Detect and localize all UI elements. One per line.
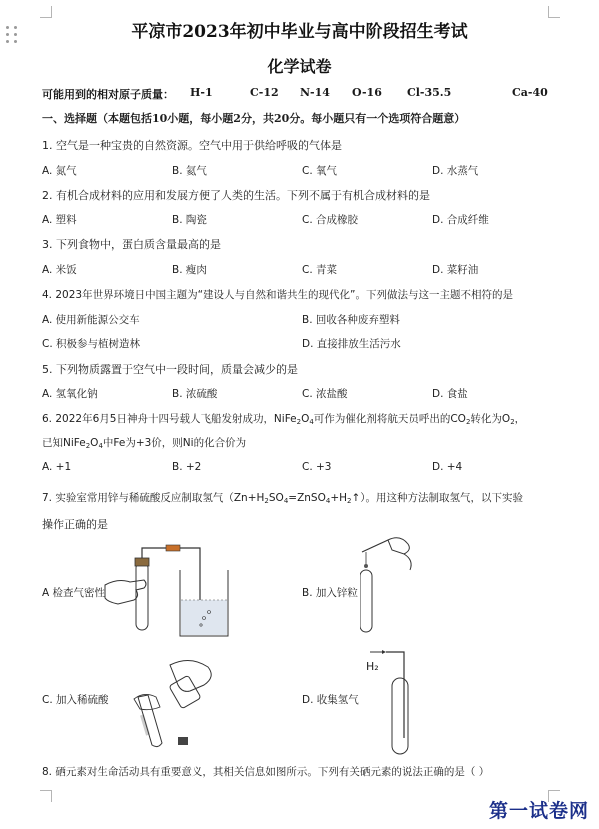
q6-option-b[interactable]: B. +2	[172, 461, 202, 473]
q4-option-d[interactable]: D. 直接排放生活污水	[302, 338, 401, 350]
q7-text-3: =ZnSO	[288, 492, 326, 504]
q6-text-3: 可作为催化剂将航天员呼出的CO	[313, 413, 466, 425]
q7-sub-1: 2	[264, 497, 269, 505]
q7-text-4: +H	[330, 492, 348, 504]
q6-sub-2: 4	[309, 418, 314, 426]
q7-text-1: 7. 实验室常用锌与稀硫酸反应制取氢气（Zn+H	[42, 492, 265, 504]
question-2-stem: 2. 有机合成材料的应用和发展方便了人类的生活。下列不属于有机合成材料的是	[42, 189, 430, 202]
q5-option-b[interactable]: B. 浓硫酸	[172, 388, 218, 400]
q6-option-c[interactable]: C. +3	[302, 461, 332, 473]
watermark-logo: 第一试卷网	[488, 800, 589, 822]
q1-option-a[interactable]: A. 氮气	[42, 165, 77, 177]
question-3-stem: 3. 下列食物中，蛋白质含量最高的是	[42, 238, 221, 251]
q7-text-2: SO	[268, 492, 284, 504]
q6-l2-sub-1: 2	[85, 442, 91, 450]
q3-option-b[interactable]: B. 瘦肉	[172, 264, 207, 276]
q6-sub-1: 2	[296, 418, 302, 426]
q3-option-d[interactable]: D. 菜籽油	[432, 264, 479, 276]
crop-mark-bottom-left	[40, 790, 52, 802]
h2-label: H₂	[366, 660, 379, 673]
figure-check-airtightness	[100, 540, 235, 640]
q6-l2-sub-2: 4	[98, 442, 103, 450]
q3-option-c[interactable]: C. 青菜	[302, 264, 338, 276]
atomic-mass-h: H-1	[190, 86, 213, 99]
q6-option-d[interactable]: D. +4	[432, 461, 463, 473]
q7-text-5: ↑）。用这种方法制取氢气，以下实验	[351, 492, 524, 504]
q1-option-d[interactable]: D. 水蒸气	[432, 165, 479, 177]
exam-title: 平凉市2023年初中毕业与高中阶段招生考试	[131, 22, 468, 42]
q6-option-a[interactable]: A. +1	[42, 461, 72, 473]
q7-sub-3: 4	[325, 497, 331, 505]
q2-option-d[interactable]: D. 合成纤维	[432, 214, 489, 226]
question-4-stem: 4. 2023年世界环境日中国主题为“建设人与自然和谐共生的现代化”。下列做法与这一主题不相符的是	[42, 289, 513, 301]
q7-option-d[interactable]: D. 收集氢气	[302, 694, 359, 706]
question-6-stem-line2	[42, 435, 246, 450]
question-1-stem: 1. 空气是一种宝贵的自然资源。空气中用于供给呼吸的气体是	[42, 139, 342, 152]
q4-option-b[interactable]: B. 回收各种废弃塑料	[302, 314, 400, 326]
q1-option-c[interactable]: C. 氧气	[302, 165, 338, 177]
section-heading: 一、选择题（本题包括10小题，每小题2分，共20分。每小题只有一个选项符合题意）	[42, 112, 466, 125]
exam-subtitle: 化学试卷	[267, 57, 332, 76]
question-7-stem-line2: 操作正确的是	[42, 518, 108, 531]
q6-text-2: O	[301, 413, 310, 425]
q4-option-a[interactable]: A. 使用新能源公交车	[42, 314, 140, 326]
atomic-mass-n: N-14	[300, 86, 330, 99]
q5-option-c[interactable]: C. 浓盐酸	[302, 388, 348, 400]
q2-option-a[interactable]: A. 塑料	[42, 214, 77, 226]
figure-add-acid	[130, 655, 225, 750]
q5-option-d[interactable]: D. 食盐	[432, 388, 468, 400]
atomic-mass-o: O-16	[352, 86, 382, 99]
q6-sub-4: 2	[510, 418, 515, 426]
q2-option-b[interactable]: B. 陶瓷	[172, 214, 207, 226]
q6-l2-text-3: 中Fe为+3价，则Ni的化合价为	[102, 437, 247, 449]
atomic-mass-cl: Cl-35.5	[407, 86, 452, 99]
q6-text-1: 6. 2022年6月5日神舟十四号载人飞船发射成功，NiFe	[42, 413, 297, 425]
q7-option-c[interactable]: C. 加入稀硫酸	[42, 694, 109, 706]
q6-text-5: ，	[514, 413, 526, 425]
question-7-stem	[42, 490, 523, 505]
q7-sub-4: 2	[347, 497, 352, 505]
q6-text-4: 转化为O	[470, 413, 511, 425]
question-8-stem: 8. 硒元素对生命活动具有重要意义，其相关信息如图所示。下列有关硒元素的说法正确的是（ ）	[42, 766, 490, 778]
q7-option-a[interactable]: A 检查气密性	[42, 587, 106, 599]
q1-option-b[interactable]: B. 氦气	[172, 165, 207, 177]
q6-l2-text-1: 已知NiFe	[42, 437, 86, 449]
atomic-mass-ca: Ca-40	[512, 86, 548, 99]
q2-option-c[interactable]: C. 合成橡胶	[302, 214, 359, 226]
q7-sub-2: 4	[283, 497, 289, 505]
q6-sub-3: 2	[465, 418, 471, 426]
q5-option-a[interactable]: A. 氢氧化钠	[42, 388, 98, 400]
q3-option-a[interactable]: A. 米饭	[42, 264, 77, 276]
question-5-stem: 5. 下列物质露置于空气中一段时间，质量会减少的是	[42, 363, 298, 376]
atomic-masses-label: 可能用到的相对原子质量：	[42, 88, 174, 101]
q4-option-c[interactable]: C. 积极参与植树造林	[42, 338, 141, 350]
atomic-mass-c: C-12	[250, 86, 279, 99]
q6-l2-text-2: O	[90, 437, 99, 449]
figure-add-zinc	[360, 530, 420, 635]
q7-option-b[interactable]: B. 加入锌粒	[302, 587, 358, 599]
question-6-stem	[42, 411, 525, 426]
